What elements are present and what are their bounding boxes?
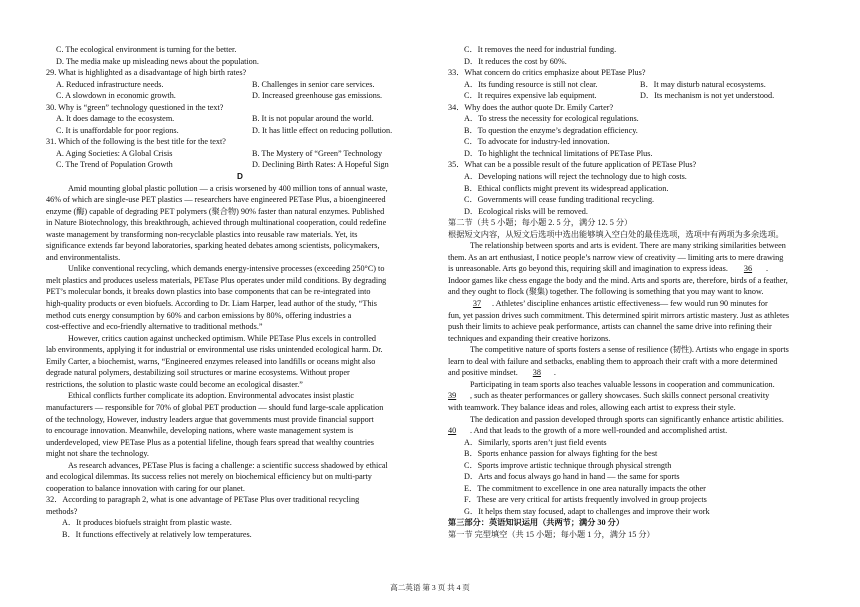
para4-line: underdeveloped, view PETase Plus as a potential lifeline, though fears spread that wealthy countries [46,437,374,447]
p2-line: . Athletes’ discipline enhances artistic effectiveness— few would run 90 minutes for [492,299,768,309]
q35-option-c[interactable]: C．Governments will cease funding traditional recycling. [464,195,655,205]
para3-line: lab environments, applying it for industrial or environmental use risks unintended ecological harm. Dr. [46,345,383,355]
q30-stem: 30. Why is “green” technology questioned in the text? [46,102,224,112]
p3-line: learn to deal with failure and setbacks, enabling them to approach their craft with a more determined [448,356,778,366]
para2-line: PET’s molecular bonds, it breaks down plastics into base components that can be re-integrated into [46,287,371,297]
p2-line-with-blank [448,298,818,310]
p2-line: fun, yet passion drives such commitment. This determined spirit mirrors artistic mastery. Just as athletes [448,310,790,320]
p2-line: techniques and expanding their creative horizons. [448,333,611,343]
right-column [448,44,818,541]
q31-row-cd [46,159,434,171]
q33-row-ab [448,79,818,91]
q30-option-b[interactable]: B. It is not popular around the world. [252,114,374,124]
passage-d-paragraph-1 [46,183,434,264]
para2-line: high-quality products or even biofuels. According to Dr. Liam Harper, lead author of the study, “This [46,299,377,309]
para1-line: waste management by transforming non-recyclable plastics into reusable raw materials. Yet, its [46,229,358,239]
para1-line: in Nature Biotechnology, this breakthrough, achieved through multinational cooperation, could redefine [46,218,387,228]
para2-line: cost-effective and eco-friendly alternative to traditional methods.” [46,322,263,332]
para5-line: cooperation to balance innovation with caring for our planet. [46,483,245,493]
para1-line: significance extends far beyond laboratories, sparking heated debates among scientists, policymakers, [46,241,380,251]
blank-40[interactable]: 40 [448,426,457,436]
para2-line: method cuts energy consumption by 60% and carbon emissions by 80%, offering industries a [46,310,352,320]
q29-option-b[interactable]: B. Challenges in senior care services. [252,79,375,89]
para5-line: As research advances, PETase Plus is facing a challenge: a scientific success shadowed by ethical [68,460,388,470]
para2-line: melt plastics and produces useless materials, PETase Plus operates under mild conditions. By degrading [46,275,387,285]
answer-options [448,437,818,518]
blank-37[interactable]: 37 [472,299,482,309]
q31-stem: 31. Which of the following is the best title for the text? [46,137,226,147]
option-a[interactable]: A．Similarly, sports aren’t just field events [464,437,607,447]
para4-line: Ethical conflicts further complicate its adoption. Environmental advocates insist plastic [68,391,355,401]
q31-option-a[interactable]: A. Aging Societies: A Global Crisis [56,148,173,158]
para4-line: manufacturers — responsible for 70% of global PET production — should fund large-scale application [46,402,384,412]
sports-arts-paragraph-2 [448,298,818,344]
p1-line: Indoor games like chess engage the body and the mind. Arts and sports are, therefore, birds of a feather, [448,275,788,285]
q33-option-b[interactable]: B．It may disturb natural ecosystems. [640,79,766,89]
q34-option-b[interactable]: B．To question the enzyme’s degradation efficiency. [464,125,638,135]
q31-row-ab [46,148,434,160]
p2-line: push their limits to achieve peak performance, artists can channel the same drive into refining their [448,322,772,332]
q29-option-c[interactable]: C. A slowdown in economic growth. [56,91,176,101]
q33-option-a[interactable]: A．Its funding resource is still not clear. [464,79,598,89]
passage-d-paragraph-3 [46,333,434,391]
option-b[interactable]: B．Sports enhance passion for always fighting for the best [464,449,658,459]
passage-d-paragraph-4 [46,390,434,459]
q35-option-d[interactable]: D．Ecological risks will be removed. [464,206,588,216]
para1-line: enzyme (酶) capable of degrading PET polymers (聚合物) 90% faster than natural enzymes. Published [46,206,385,216]
passage-d-paragraph-2 [46,263,434,332]
q34-option-c[interactable]: C．To advocate for industry-led innovation. [464,137,610,147]
passage-d-paragraph-5 [46,460,434,495]
page-footer: 高二英语 第 3 页 共 4 页 [390,583,470,592]
p4-line-with-blank [448,390,818,402]
q30-row-cd [46,125,434,137]
section-d-heading: D [237,172,243,182]
sports-arts-paragraph-1 [448,240,818,298]
q32-option-c[interactable]: C．It removes the need for industrial funding. [464,45,617,54]
q30-option-a[interactable]: A. It does damage to the ecosystem. [56,114,175,124]
q29-row-cd [46,90,434,102]
q34-option-d[interactable]: D．To highlight the technical limitations of PETase Plus. [464,148,653,158]
para5-line: and ecological dilemmas. Its success relies not merely on biochemical efficiency but on multi-party [46,472,372,482]
part-3-title: 第三部分：英语知识运用（共两节；满分 30 分） [448,518,625,528]
blank-38[interactable]: 38 [532,368,541,378]
para4-line: to encourage innovation. Meanwhile, developing nations, where waste management system is [46,426,354,436]
p4-line: Participating in team sports also teaches valuable lessons in cooperation and communication. [470,379,775,389]
q30-option-d[interactable]: D. It has little effect on reducing pollution. [252,125,393,135]
part-3-subtitle: 第一节 完型填空（共 15 小题；每小题 1 分，满分 15 分） [448,529,655,539]
section-2-instructions: 根据短文内容，从短文后选项中选出能够填入空白处的最佳选项，选项中有两项为多余选项。 [448,229,784,239]
p4-line: with teamwork. They balance ideas and roles, allowing each artist to express their style. [448,402,736,412]
q29-option-a[interactable]: A. Reduced infrastructure needs. [56,79,164,89]
para1-line: Amid mounting global plastic pollution — a crisis worsened by 400 million tons of annual waste, [68,183,388,193]
q31-option-d[interactable]: D. Declining Birth Rates: A Hopeful Sign [252,160,389,170]
para1-line: 46% of which are single-use PET plastics — researchers have engineered PETase Plus, a bioengineered [46,195,386,205]
para2-line: Unlike conventional recycling, which demands energy-intensive processes (exceeding 250°C) to [68,264,385,274]
q28-option-d: D. The media make up misleading news about the population. [56,56,259,66]
para4-line: of the technology, However, industry leaders argue that governments must provide financial support [46,414,374,424]
p3-line: and positive mindset. [448,368,518,378]
sports-arts-paragraph-5 [448,414,818,437]
q29-option-d[interactable]: D. Increased greenhouse gas emissions. [252,91,383,101]
q31-option-b[interactable]: B. The Mystery of “Green” Technology [252,148,383,158]
q33-stem: 33．What concern do critics emphasize about PETase Plus? [448,68,646,78]
para3-line: However, critics caution against unchecked optimism. While PETase Plus excels in controlled [68,333,376,343]
option-e[interactable]: E．The commitment to excellence in one area naturally impacts the other [464,483,706,493]
para3-line: Emily Carter, a biochemist, warns, “Engineered enzymes released into landfills or oceans might also [46,356,376,366]
p4-line: , such as theater performances or gallery showcases. Such skills connect personal creativity [470,391,770,401]
option-d[interactable]: D．Arts and focus always go hand in hand — the same for sports [464,472,680,482]
p1-line: is unreasonable. Arts go beyond this, requiring skill and imagination to express ideas. [448,264,728,274]
para1-line: and environmentalists. [46,252,121,262]
q31-option-c[interactable]: C. The Trend of Population Growth [56,160,173,170]
q29-stem: 29. What is highlighted as a disadvantage of high birth rates? [46,68,247,78]
q28-option-c: C. The ecological environment is turning for the better. [56,45,237,54]
q29-row-ab [46,79,434,91]
blank-39[interactable]: 39 [448,391,457,401]
para3-line: restrictions, the solution to plastic waste could become an ecological disaster.” [46,379,303,389]
q35-option-b[interactable]: B．Ethical conflicts might prevent its widespread application. [464,183,669,193]
q30-option-c[interactable]: C. It is unaffordable for poor regions. [56,125,179,135]
q33-row-cd [448,90,818,102]
section-2-title: 第二节（共 5 小题；每小题 2. 5 分，满分 12. 5 分） [448,218,633,228]
q32-stem-cont: methods? [46,506,78,516]
p1-line: The relationship between sports and arts is evident. There are many striking similarities between [470,241,786,251]
option-c[interactable]: C．Sports improve artistic technique through physical strength [464,460,672,470]
sports-arts-paragraph-4 [448,379,818,414]
p3-line: The competitive nature of sports fosters a sense of resilience (韧性). Artists who engage in sports [470,345,789,355]
q33-option-c[interactable]: C．It requires expensive lab equipment. [464,91,597,101]
para3-line: degrade natural polymers, destabilizing soil structures or marine ecosystems. Without proper [46,368,350,378]
q33-option-d[interactable]: D．Its mechanism is not yet understood. [640,91,775,101]
q34-option-a[interactable]: A．To stress the necessity for ecological regulations. [464,114,639,124]
q32-option-a[interactable]: A．It produces biofuels straight from plastic waste. [62,518,232,528]
p5-line-with-blank [448,425,818,437]
p1-line: and they ought to flock (聚集) together. The following is something that you may want to know. [448,287,764,297]
p5-line: . And that leads to the growth of a more well-rounded and accomplished artist. [470,426,728,436]
option-g[interactable]: G．It helps them stay focused, adapt to challenges and improve their work [464,506,710,516]
q35-stem: 35．What can be a possible result of the future application of PETase Plus? [448,160,697,170]
p5-line: The dedication and passion developed through sports can significantly enhance artistic abilities. [470,414,784,424]
q34-stem: 34．Why does the author quote Dr. Emily Carter? [448,102,614,112]
left-column [46,44,434,541]
blank-36[interactable]: 36 [743,264,753,274]
q32-stem: 32．According to paragraph 2, what is one advantage of PETase Plus over traditional recycling [46,495,360,505]
p1-line-with-blank: is unreasonable. Arts go beyond this, requiring skill and imagination to express ideas. 36 . [448,264,769,274]
q32-option-d[interactable]: D．It reduces the cost by 60%. [464,56,567,66]
p1-line: them. As an art enthusiast, I notice people’s narrow view of creativity — limiting arts to mere drawing [448,252,784,262]
p3-line-with-blank: and positive mindset. 38 . [448,368,556,378]
option-f[interactable]: F．These are very critical for artists frequently involved in group projects [464,495,707,505]
sports-arts-paragraph-3 [448,344,818,379]
q35-option-a[interactable]: A．Developing nations will reject the technology due to high costs. [464,172,687,182]
para4-line: might not share the technology. [46,449,149,459]
q30-row-ab [46,113,434,125]
q32-option-b[interactable]: B．It functions effectively at relatively low temperatures. [62,529,252,539]
